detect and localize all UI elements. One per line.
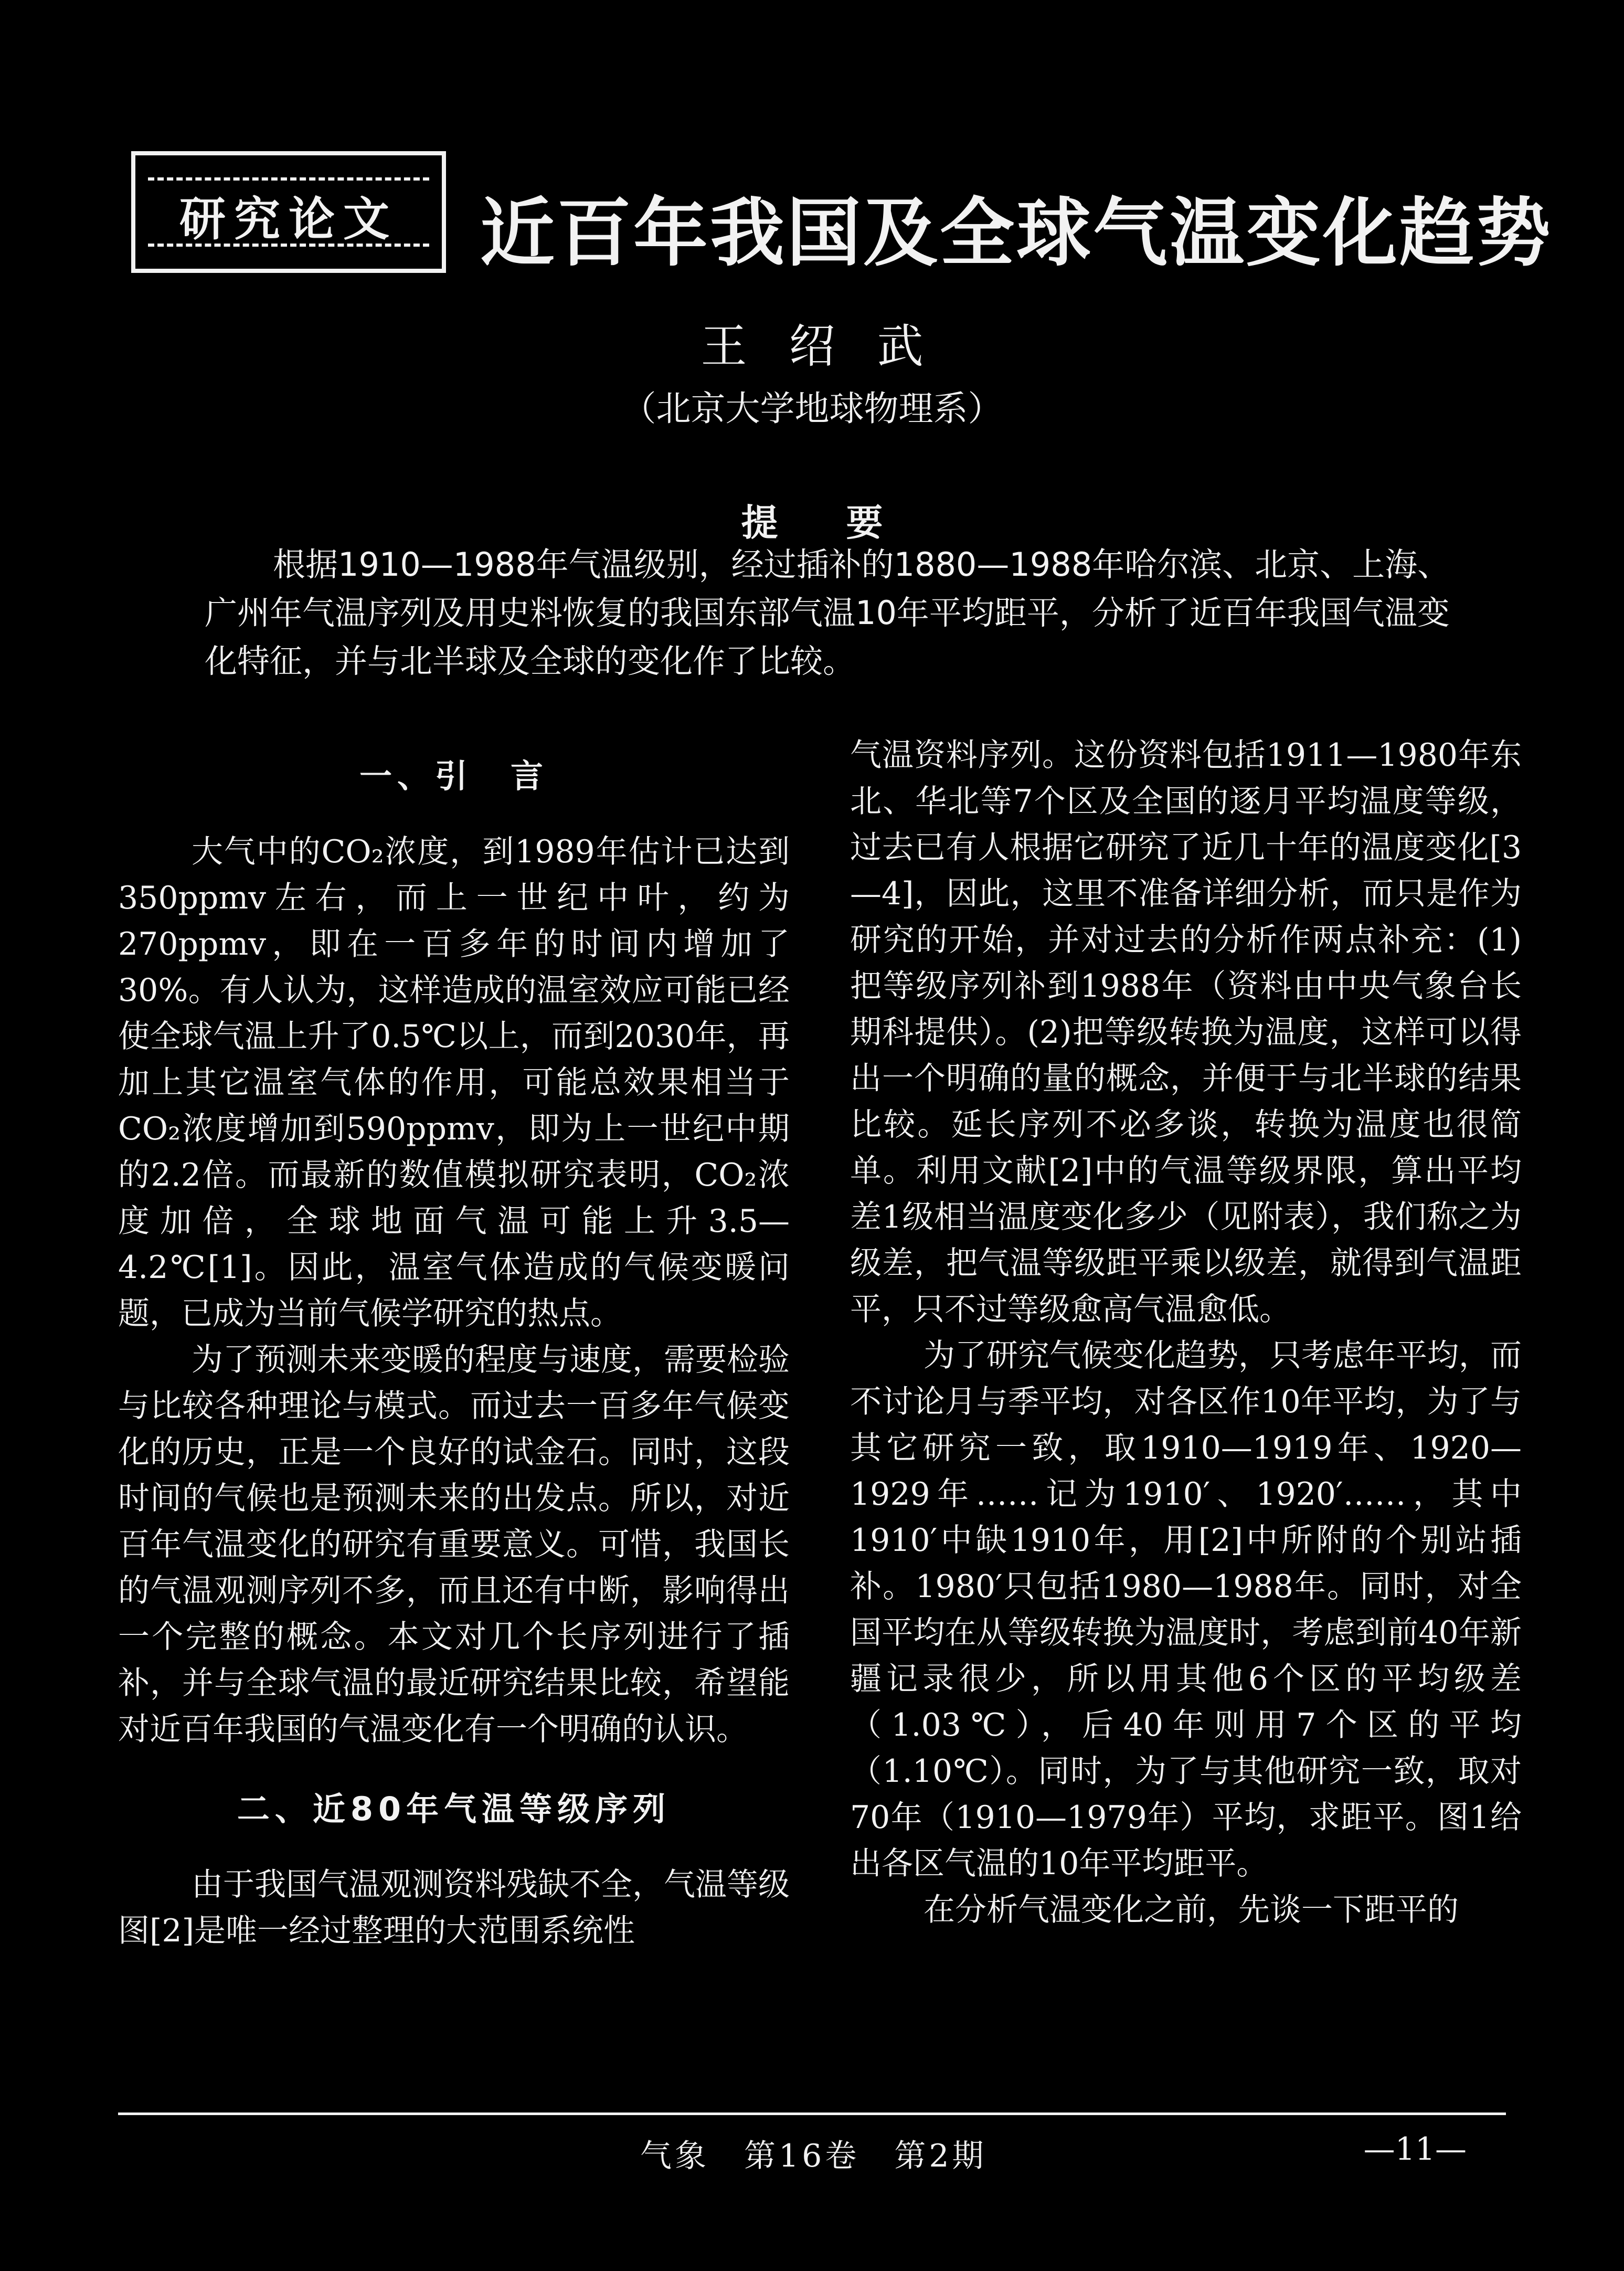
right-column	[850, 732, 1522, 1933]
abstract-heading: 提要	[741, 501, 951, 544]
section-badge	[131, 151, 446, 273]
footer-divider	[118, 2112, 1506, 2115]
abstract-text: 根据1910—1988年气温级别，经过插补的1880—1988年哈尔滨、北京、上海、广州年气温序列及用史料恢复的我国东部气温10年平均距平，分析了近百年我国气温变化特征，并与北半球及全球的变化作了比较。	[205, 545, 1450, 680]
section-heading-temperature-grades: 二、近80年气温等级序列	[237, 1790, 671, 1828]
section2-paragraph-2: 为了研究气候变化趋势，只考虑年平均，而不讨论月与季平均，对各区作10年平均，为了与其它研究一致，取1910—1919年、1920—1929年……记为1910′、1920′……，其中1910′中缺1910年，用[2]中所附的个别站插补。1980′只包括1980—1988年。同时，对全国平均在从等级转换为温度时，考虑到前40年新疆记录很少，所以用其他6个区的平均级差（1.03℃），后40年则用7个区的平均（1.10℃）。同时，为了与其他研究一致，取对70年（1910—1979年）平均，求距平。图1给出各区气温的10年平均距平。	[850, 1337, 1522, 1882]
section2-paragraph-1-continued: 气温资料序列。这份资料包括1911—1980年东北、华北等7个区及全国的逐月平均温度等级，过去已有人根据它研究了近几十年的温度变化[3—4]，因此，这里不准备详细分析，而只是作为研究的开始，并对过去的分析作两点补充：(1)把等级序列补到1988年（资料由中央气象台长期科提供）。(2)把等级转换为温度，这样可以得出一个明确的量的概念，并便于与北半球的结果比较。延长序列不必多谈，转换为温度也很简单。利用文献[2]中的气温等级界限，算出平均差1级相当温度变化多少（见附表），我们称之为级差，把气温等级距平乘以级差，就得到气温距平，只不过等级愈高气温愈低。	[850, 737, 1522, 1328]
section2-paragraph-3: 在分析气温变化之前，先谈一下距平的	[924, 1892, 1459, 1928]
page-number: —11—	[1363, 2131, 1467, 2168]
left-column	[118, 732, 790, 1954]
author-affiliation: （北京大学地球物理系）	[621, 388, 1003, 429]
intro-paragraph-2: 为了预测未来变暖的程度与速度，需要检验与比较各种理论与模式。而过去一百多年气候变化的历史，正是一个良好的试金石。同时，这段时间的气候也是预测未来的出发点。所以，对近百年气温变化的研究有重要意义。可惜，我国长的气温观测序列不多，而且还有中断，影响得出一个完整的概念。本文对几个长序列进行了插补，并与全球气温的最近研究结果比较，希望能对近百年我国的气温变化有一个明确的认识。	[118, 1342, 790, 1748]
intro-paragraph-1: 大气中的CO₂浓度，到1989年估计已达到350ppmv左右，而上一世纪中叶，约为270ppmv，即在一百多年的时间内增加了30%。有人认为，这样造成的温室效应可能已经使全球气温上升了0.5℃以上，而到2030年，再加上其它温室气体的作用，可能总效果相当于CO₂浓度增加到590ppmv，即为上一世纪中期的2.2倍。而最新的数值模拟研究表明，CO₂浓度加倍，全球地面气温可能上升3.5—4.2℃[1]。因此，温室气体造成的气候变暖问题，已成为当前气候学研究的热点。	[118, 833, 790, 1332]
section-heading-introduction: 一、引 言	[359, 757, 548, 795]
section2-paragraph-1-start: 由于我国气温观测资料残缺不全，气温等级图[2]是唯一经过整理的大范围系统性	[118, 1866, 790, 1949]
badge-label: 研究论文	[179, 192, 398, 246]
footer-journal-info: 气象 第16卷 第2期	[640, 2138, 987, 2174]
author-name: 王绍武	[700, 319, 965, 373]
article-title: 近百年我国及全球气温变化趋势	[480, 189, 1553, 277]
